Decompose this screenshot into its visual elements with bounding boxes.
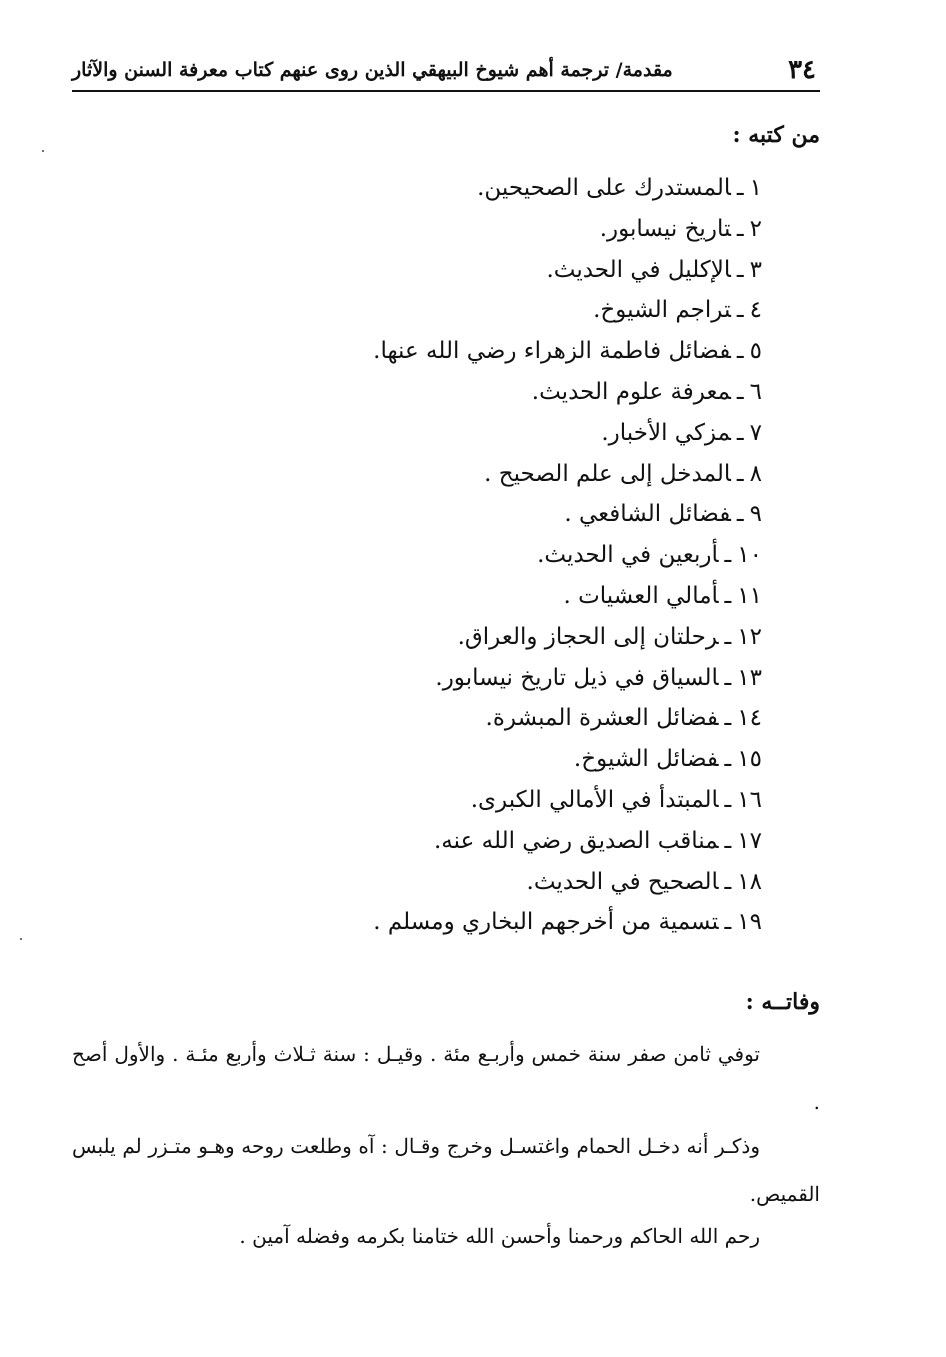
list-item [202, 331, 762, 372]
item-number: ١٣ [737, 664, 762, 691]
item-separator: ـ [736, 338, 744, 365]
item-number: ١١ [737, 582, 762, 609]
paragraph-death-account [72, 1122, 820, 1218]
item-title: المستدرك على الصحيحين. [477, 175, 731, 201]
item-title: السياق في ذيل تاريخ نيسابور. [435, 664, 719, 691]
item-title: أربعين في الحديث. [537, 542, 719, 569]
item-separator: ـ [724, 746, 732, 773]
list-item [202, 250, 762, 291]
scan-speck [20, 938, 22, 940]
item-separator: ـ [724, 868, 732, 895]
item-separator: ـ [736, 501, 744, 528]
item-title: فضائل فاطمة الزهراء رضي الله عنها. [373, 338, 731, 365]
list-item [202, 576, 762, 617]
item-separator: ـ [724, 786, 732, 813]
list-item [202, 209, 762, 250]
item-number: ١٧ [737, 827, 762, 854]
item-separator: ـ [724, 664, 732, 691]
item-title: معرفة علوم الحديث. [531, 378, 731, 405]
item-number: ٨ [749, 460, 762, 487]
item-separator: ـ [724, 705, 732, 732]
item-separator: ـ [736, 419, 744, 446]
item-title: أمالي العشيات . [563, 582, 719, 609]
item-number: ٢ [749, 215, 762, 242]
paragraph-prayer [72, 1212, 820, 1260]
item-number: ٩ [749, 501, 762, 528]
item-title: الصحيح في الحديث. [526, 868, 719, 895]
item-title: رحلتان إلى الحجاز والعراق. [457, 623, 719, 650]
book-list [202, 168, 762, 943]
item-number: ١٨ [737, 868, 762, 895]
list-item [202, 862, 762, 903]
paragraph-text: رحم الله الحاكم ورحمنا وأحسن الله ختامنا بكرمه وفضله آمين . [239, 1224, 760, 1248]
page-header [72, 50, 820, 92]
item-title: المدخل إلى علم الصحيح . [484, 460, 731, 487]
paragraph-text: توفي ثامن صفر سنة خمس وأربـع مئة . وقيـل : سنة ثـلاث وأربع مئـة . والأول أصح . [72, 1042, 820, 1114]
list-item [202, 902, 762, 943]
item-number: ١٠ [737, 542, 762, 569]
item-title: فضائل الشيوخ. [573, 746, 719, 773]
item-number: ١٩ [737, 909, 762, 936]
item-title: فضائل الشافعي . [564, 501, 731, 528]
running-title: مقدمة/ ترجمة أهم شيوخ البيهقي الذين روى عنهم كتاب معرفة السنن والآثار [72, 59, 673, 81]
list-item [202, 698, 762, 739]
item-number: ٣ [749, 256, 762, 283]
list-item [202, 821, 762, 862]
list-item [202, 290, 762, 331]
item-title: تاريخ نيسابور. [599, 215, 731, 242]
item-separator: ـ [724, 827, 732, 854]
list-item [202, 780, 762, 821]
item-number: ٦ [749, 378, 762, 405]
item-separator: ـ [724, 909, 732, 936]
paragraph-text: وذكـر أنه دخـل الحمام واغتسـل وخرج وقـال : آه وطلعت روحه وهـو متـزر لم يلبس القميص. [72, 1134, 820, 1206]
item-separator: ـ [736, 460, 744, 487]
item-number: ١ [749, 175, 762, 201]
item-separator: ـ [736, 175, 744, 201]
item-separator: ـ [736, 215, 744, 242]
item-number: ١٥ [737, 746, 762, 773]
list-item [202, 372, 762, 413]
item-separator: ـ [724, 582, 732, 609]
paragraph-death-date [72, 1030, 820, 1126]
books-heading: من كتبه : [732, 122, 820, 148]
page-number: ٣٤ [788, 55, 816, 85]
scan-speck [42, 150, 44, 152]
item-number: ٤ [749, 297, 762, 324]
item-separator: ـ [724, 623, 732, 650]
item-separator: ـ [724, 542, 732, 569]
item-title: مزكي الأخبار. [601, 419, 731, 446]
list-item [202, 739, 762, 780]
list-item [202, 168, 762, 209]
item-number: ١٢ [737, 623, 762, 650]
item-separator: ـ [736, 297, 744, 324]
list-item [202, 494, 762, 535]
item-separator: ـ [736, 378, 744, 405]
item-number: ٧ [749, 419, 762, 446]
item-title: المبتدأ في الأمالي الكبرى. [470, 786, 719, 813]
item-title: مناقب الصديق رضي الله عنه. [434, 827, 719, 854]
item-number: ١٤ [737, 705, 762, 732]
list-item [202, 617, 762, 658]
item-title: فضائل العشرة المبشرة. [485, 705, 719, 732]
list-item [202, 413, 762, 454]
list-item [202, 658, 762, 699]
item-number: ٥ [749, 338, 762, 365]
item-title: تسمية من أخرجهم البخاري ومسلم . [373, 909, 719, 936]
item-number: ١٦ [737, 786, 762, 813]
death-heading: وفاتــه : [745, 989, 820, 1015]
item-title: الإكليل في الحديث. [546, 256, 731, 283]
item-title: تراجم الشيوخ. [593, 297, 731, 324]
list-item [202, 535, 762, 576]
item-separator: ـ [736, 256, 744, 283]
list-item [202, 454, 762, 495]
